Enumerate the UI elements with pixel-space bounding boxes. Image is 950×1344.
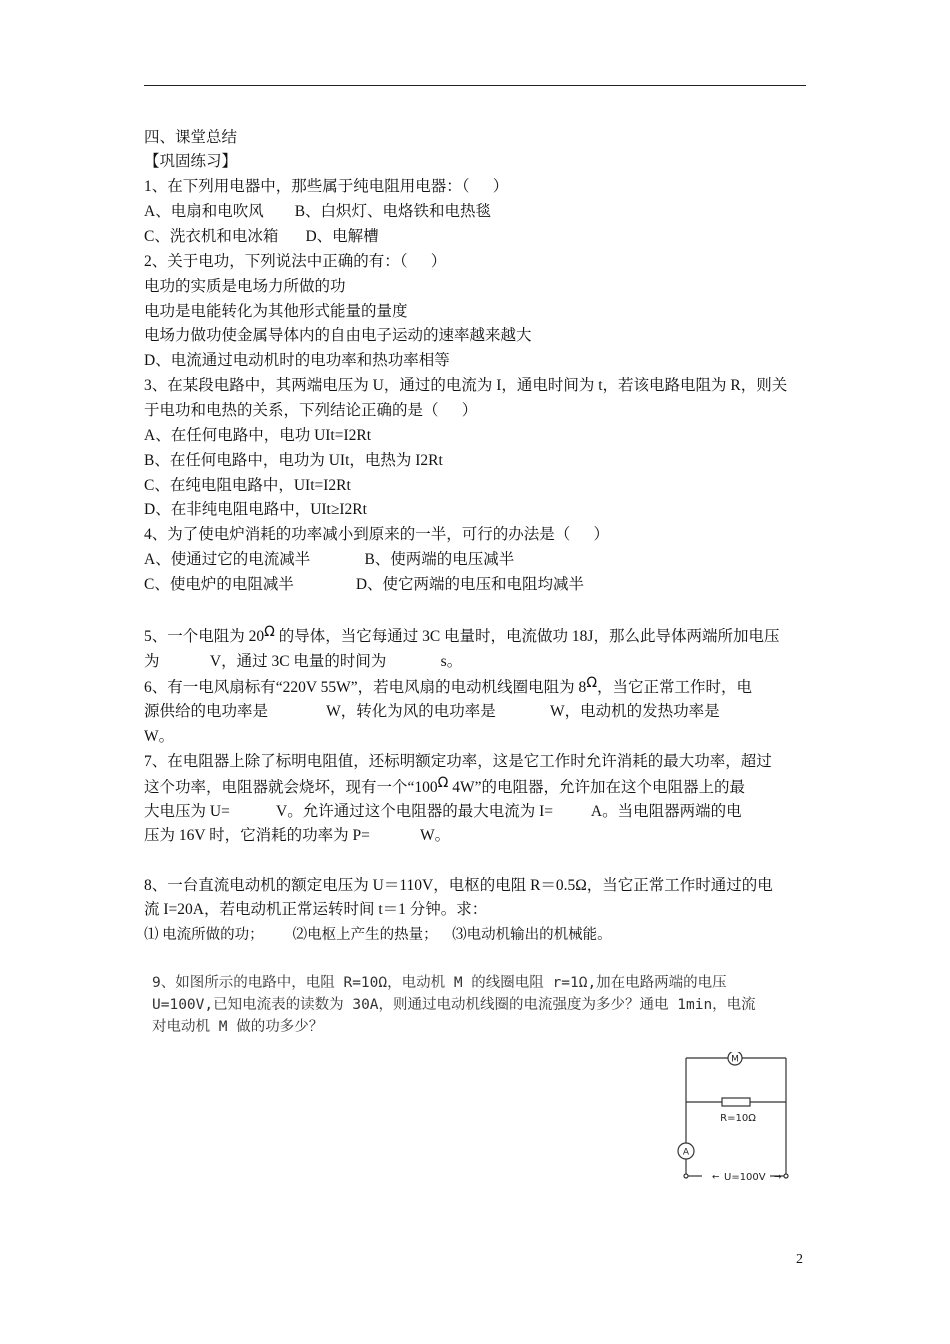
q5-line-1a: 5、一个电阻为 20: [144, 628, 265, 645]
voltage-label: U=100V: [724, 1172, 766, 1183]
q7-line-1: 7、在电阻器上除了标明电阻值，还标明额定功率，这是它工作时允许消耗的最大功率，超过: [144, 753, 772, 770]
q7-line-2a: 这个功率，电阻器就会烧坏，现有一个“100: [144, 779, 438, 796]
q2-option-b: 电功是电能转化为其他形式能量的量度: [144, 303, 408, 320]
q8-line-2: 流 I=20A，若电动机正常运转时间 t＝1 分钟。求：: [144, 901, 488, 918]
q1-options-ab: A、电扇和电吹风 B、白炽灯、电烙铁和电热毯: [144, 203, 492, 220]
page-number: 2: [796, 1252, 803, 1267]
omega-symbol: Ω: [264, 624, 275, 640]
q7-line-2: [144, 775, 745, 798]
circuit-diagram: [676, 1052, 800, 1188]
q8-subquestions: ⑴ 电流所做的功； ⑵电枢上产生的热量； ⑶电动机输出的机械能。: [144, 927, 612, 943]
q9-line-2: U=100V,已知电流表的读数为 30A，则通过电动机线圈的电流强度为多少？通电 1min，电流: [152, 997, 756, 1013]
q1-stem: 1、在下列用电器中，那些属于纯电阻用电器：（ ）: [144, 178, 509, 195]
q4-stem: 4、为了使电炉消耗的功率减小到原来的一半，可行的办法是（ ）: [144, 526, 610, 543]
arrow-left-icon: ←: [712, 1172, 720, 1183]
q2-option-a: 电功的实质是电场力所做的功: [144, 278, 346, 295]
q5-line-1b: 的导体，当它每通过 3C 电量时，电流做功 18J，那么此导体两端所加电压: [278, 628, 780, 645]
section-heading: 四、课堂总结: [144, 129, 238, 146]
q6-line-1b: ，当它正常工作时，电: [597, 679, 753, 696]
q2-option-c: 电场力做功使金属导体内的自由电子运动的速率越来越大: [144, 327, 532, 344]
q5-line-1: [144, 624, 780, 647]
q3-stem-1: 3、在某段电路中，其两端电压为 U，通过的电流为 I，通电时间为 t，若该电路电阻为 R，则关: [144, 377, 788, 394]
q2-stem: 2、关于电功，下列说法中正确的有：（ ）: [144, 253, 447, 270]
omega-symbol: Ω: [586, 675, 598, 691]
q1-options-cd: C、洗衣机和电冰箱 D、电解槽: [144, 228, 379, 245]
q6-line-1: [144, 675, 753, 698]
q9-line-1: 9、如图所示的电路中，电阻 R=10Ω，电动机 M 的线圈电阻 r=1Ω,加在电路两端的电压: [152, 975, 727, 991]
q5-line-2: 为 V，通过 3C 电量的时间为 s。: [144, 653, 463, 670]
q3-stem-2: 于电功和电热的关系，下列结论正确的是（ ）: [144, 402, 478, 419]
header-rule: [144, 85, 806, 86]
arrow-right-icon: →: [774, 1172, 782, 1183]
q3-option-b: B、在任何电路中，电功为 UIt，电热为 I2Rt: [144, 452, 443, 469]
q2-option-d: D、电流通过电动机时的电功率和热功率相等: [144, 352, 450, 369]
q4-options-cd: C、使电炉的电阻减半 D、使它两端的电压和电阻均减半: [144, 576, 585, 593]
q3-option-d: D、在非纯电阻电路中，UIt≥I2Rt: [144, 501, 367, 518]
resistor-symbol: [722, 1098, 750, 1106]
q3-option-c: C、在纯电阻电路中，UIt=I2Rt: [144, 477, 351, 494]
ammeter-label: A: [682, 1147, 690, 1158]
q6-line-1a: 6、有一电风扇标有“220V 55W”，若电风扇的电动机线圈电阻为 8: [144, 679, 587, 696]
q4-options-ab: A、使通过它的电流减半 B、使两端的电压减半: [144, 551, 515, 568]
resistor-label: R=10Ω: [720, 1113, 756, 1124]
omega-symbol: Ω: [437, 775, 449, 791]
motor-label: M: [731, 1054, 739, 1065]
q9-line-3: 对电动机 M 做的功多少？: [152, 1019, 324, 1035]
q7-line-4: 压为 16V 时，它消耗的功率为 P= W。: [144, 827, 451, 844]
q3-option-a: A、在任何电路中，电功 UIt=I2Rt: [144, 427, 372, 444]
q7-line-3: 大电压为 U= V。允许通过这个电阻器的最大电流为 I= A。当电阻器两端的电: [144, 803, 742, 820]
q6-line-2: 源供给的电功率是 W，转化为风的电功率是 W，电动机的发热功率是: [144, 703, 720, 720]
q6-line-3: W。: [144, 728, 175, 745]
q8-line-1: 8、一台直流电动机的额定电压为 U＝110V，电枢的电阻 R＝0.5Ω，当它正常工作时通过的电: [144, 877, 773, 894]
q7-line-2b: 4W”的电阻器，允许加在这个电阻器上的最: [448, 779, 745, 796]
practice-title: 【巩固练习】: [144, 153, 238, 170]
